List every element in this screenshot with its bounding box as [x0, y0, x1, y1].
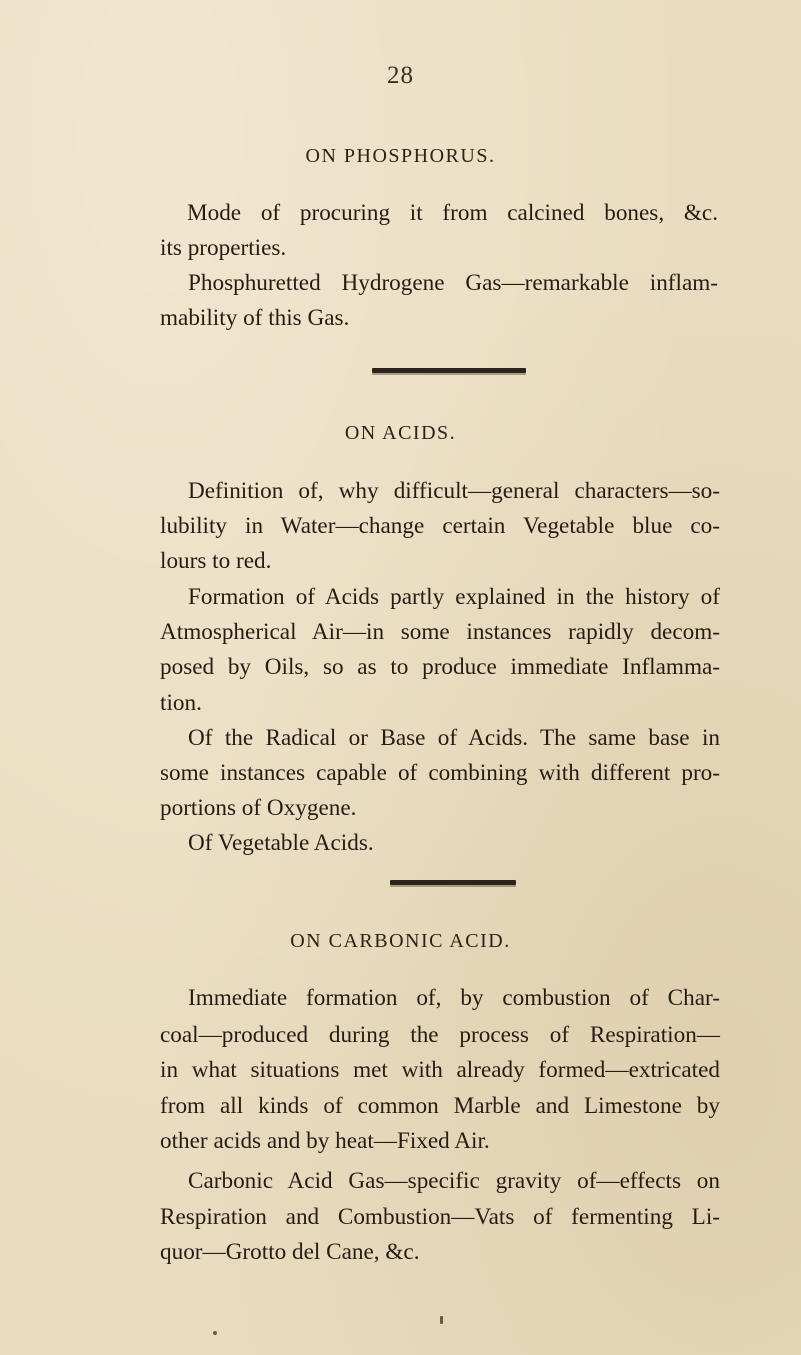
- paragraph-acids-formation: [188, 580, 720, 615]
- section-divider: [390, 880, 516, 885]
- text-line: Phosphuretted Hydrogene Gas—remarkable inflam-: [188, 270, 718, 296]
- section-divider: [372, 368, 526, 373]
- text-line: from all kinds of common Marble and Limestone by: [160, 1092, 720, 1119]
- ink-speck: [213, 1331, 217, 1335]
- text-line: posed by Oils, so as to produce immediate Inflamma-: [160, 654, 720, 681]
- paragraph-carbonic-gas-cont: [160, 1200, 720, 1271]
- text-line: Mode of procuring it from calcined bones, &c.: [187, 200, 718, 226]
- section-heading-carbonic-acid: ON CARBONIC ACID.: [290, 930, 511, 952]
- text-line: portions of Oxygene.: [160, 795, 357, 822]
- text-line: lubility in Water—change certain Vegetable blue co-: [160, 513, 720, 539]
- paragraph-acids-radical-cont: [160, 756, 720, 827]
- paragraph-phosphuretted-cont: [160, 301, 720, 336]
- page-number: 28: [387, 62, 414, 89]
- paragraph-acids-definition: [188, 474, 720, 509]
- text-line: Immediate formation of, by combustion of Char-: [188, 985, 720, 1011]
- paragraph-carbonic-formation-cont: [160, 1018, 720, 1160]
- text-line: Respiration and Combustion—Vats of fermenting Li-: [160, 1204, 720, 1230]
- text-line: lours to red.: [160, 548, 272, 575]
- paragraph-carbonic-formation: [188, 981, 720, 1016]
- text-line: Atmospherical Air—in some instances rapidly decom-: [160, 619, 720, 645]
- paragraph-carbonic-gas: [188, 1164, 720, 1199]
- paragraph-acids-formation-cont: [160, 615, 720, 721]
- text-line: tion.: [160, 689, 202, 716]
- text-line: Of the Radical or Base of Acids. The same base in: [188, 725, 720, 751]
- section-heading-phosphorus: ON PHOSPHORUS.: [305, 145, 496, 167]
- text-line: Carbonic Acid Gas—specific gravity of—effects on: [188, 1168, 720, 1194]
- text-line: Of Vegetable Acids.: [188, 830, 374, 856]
- paragraph-acids-definition-cont: [160, 509, 720, 580]
- paragraph-vegetable-acids: [188, 826, 488, 861]
- text-line: in what situations met with already formed—extricated: [160, 1057, 720, 1084]
- paragraph-phosphorus-mode-cont: [160, 231, 720, 266]
- text-line: quor—Grotto del Cane, &c.: [160, 1239, 420, 1266]
- ink-speck: [440, 1316, 443, 1324]
- text-line: other acids and by heat—Fixed Air.: [160, 1128, 490, 1155]
- paragraph-phosphorus-mode: [188, 196, 718, 231]
- paragraph-phosphuretted: [188, 266, 718, 301]
- text-line: mability of this Gas.: [160, 305, 350, 331]
- text-line: coal—produced during the process of Respiration—: [160, 1022, 720, 1048]
- text-line: Formation of Acids partly explained in the history of: [188, 584, 720, 610]
- text-line: some instances capable of combining with different pro-: [160, 760, 720, 786]
- text-line: its properties.: [160, 235, 287, 261]
- text-line: Definition of, why difficult—general characters—so-: [188, 478, 720, 504]
- paragraph-acids-radical: [188, 721, 720, 756]
- section-heading-acids: ON ACIDS.: [344, 422, 457, 444]
